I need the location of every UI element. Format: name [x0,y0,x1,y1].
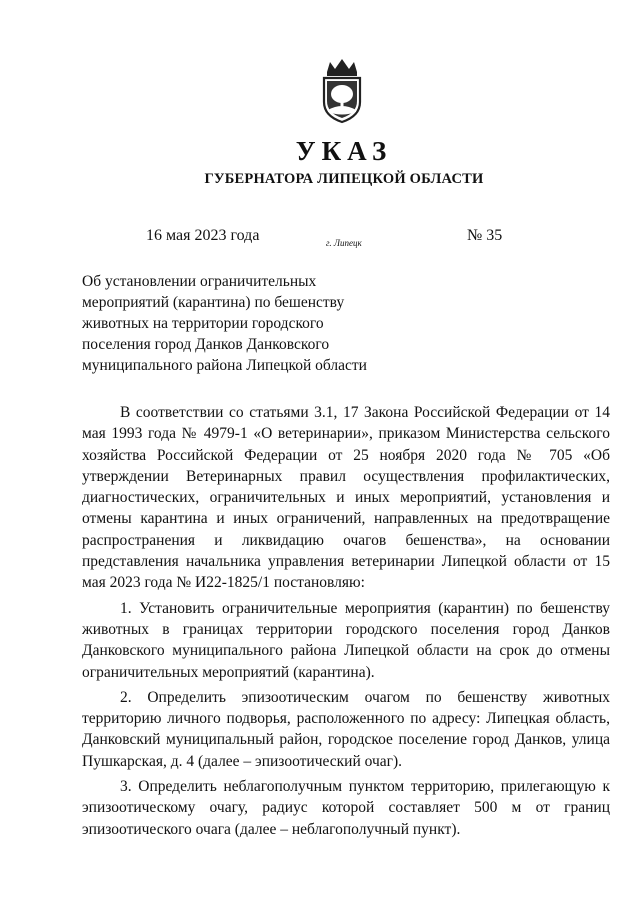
document-body [82,402,610,844]
subject-line: муниципального района Липецкой области [82,357,367,374]
subject-line: мероприятий (карантина) по бешенству [82,294,345,311]
document-date: 16 мая 2023 года [146,227,260,244]
subject-line: животных на территории городского [82,315,324,332]
document-place: г. Липецк [326,238,362,248]
subject-line: Об установлении ограничительных [82,273,317,290]
body-paragraph-2: 2. Определить эпизоотическим очагом по бешенству животных территорию личного подворья, расположенного по адресу: Липецкая область, Данковский муниципальный район, городское поселение город Данков, улица Пушкарская, д. 4 (далее – эпизоотический очаг). [82,688,610,770]
document-subject [82,271,382,376]
document-subtitle: ГУБЕРНАТОРА ЛИПЕЦКОЙ ОБЛАСТИ [204,171,484,187]
subject-line: поселения город Данков Данковского [82,336,330,353]
body-paragraph-1: 1. Установить ограничительные мероприятия (карантин) по бешенству животных в границах территории городского поселения город Данков Данковского муниципального района Липецкой области на срок до отмены ограничительных мероприятий (карантина). [82,599,610,681]
body-paragraph-3: 3. Определить неблагополучным пунктом территорию, прилегающую к эпизоотическому очагу, радиус которой составляет 500 м от границ эпизоотического очага (далее – неблагополучный пункт). [82,778,610,838]
document-title: УКАЗ [295,136,393,166]
coat-of-arms-icon [319,58,365,124]
document-number: № 35 [467,227,503,244]
preamble-paragraph: В соответствии со статьями 3.1, 17 Закона Российской Федерации от 14 мая 1993 года № 4979-1 «О ветеринарии», приказом Министерства сельского хозяйства Российской Федерации от 25 ноября 2020 года № 705 «Об утверждении Ветеринарных правил осуществления профилактических, диагностических, ограничительных и иных мероприятий, установления и отмены карантина и иных ограничений, направленных на предотвращение распространения и ликвидацию очагов бешенства», на основании представления начальника управления ветеринарии Липецкой области от 15 мая 2023 года № И22-1825/1 постановляю: [82,404,610,592]
